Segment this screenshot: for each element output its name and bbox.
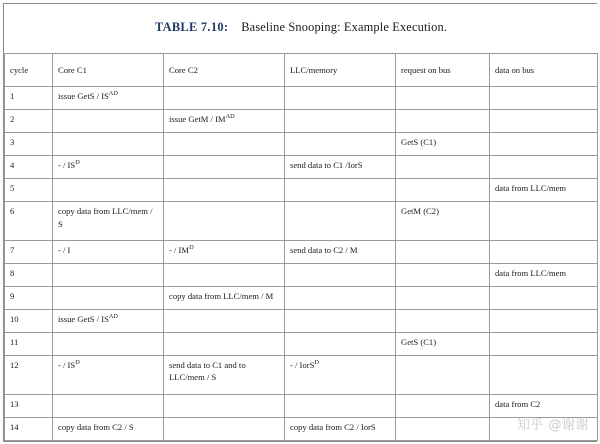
column-header-data-on-bus: data on bus [490,54,598,87]
cell-cycle: 5 [5,179,53,202]
baseline-snooping-table [4,4,598,441]
table-caption-label: TABLE 7.10: [154,20,229,35]
superscript: D [189,243,194,251]
cell-core-c1 [53,394,164,417]
cell-llc-memory [285,394,396,417]
cell-llc-memory: copy data from C2 / IorS [285,417,396,440]
cell-data-on-bus: data from LLC/mem [490,179,598,202]
cell-core-c1 [53,133,164,156]
cell-core-c2 [164,202,285,241]
cell-cycle: 4 [5,156,53,179]
table-row [5,156,598,179]
cell-core-c1: issue GetS / $IS^{AD}$ [53,87,164,110]
cell-cycle: 11 [5,333,53,356]
table-header-row [5,54,598,87]
cell-request-on-bus: GetS (C1) [396,133,490,156]
cell-core-c1: issue GetS / $IS^{AD}$ [53,310,164,333]
table-row [5,286,598,309]
cell-core-c2 [164,394,285,417]
cell-data-on-bus [490,356,598,395]
table-row [5,417,598,440]
superscript: AD [108,313,118,321]
cell-data-on-bus [490,87,598,110]
cell-core-c2: - / $IM^D$ [164,240,285,263]
cell-core-c1 [53,286,164,309]
cell-core-c1 [53,333,164,356]
cell-core-c1: - / $IS^D$ [53,356,164,395]
cell-cycle: 7 [5,240,53,263]
superscript: D [75,159,80,167]
cell-data-on-bus: data from LLC/mem [490,263,598,286]
cell-core-c1: copy data from LLC/mem / S [53,202,164,241]
cell-request-on-bus [396,286,490,309]
superscript: D [75,359,80,367]
cell-request-on-bus: GetM (C2) [396,202,490,241]
cell-request-on-bus [396,263,490,286]
table-caption [5,4,598,54]
cell-llc-memory [285,263,396,286]
cell-core-c2 [164,133,285,156]
table-row [5,263,598,286]
cell-data-on-bus [490,286,598,309]
cell-request-on-bus: GetS (C1) [396,333,490,356]
cell-request-on-bus [396,394,490,417]
cell-core-c2 [164,156,285,179]
table-body [5,87,598,441]
table-row [5,202,598,241]
cell-core-c2: copy data from LLC/mem / M [164,286,285,309]
cell-core-c2 [164,310,285,333]
cell-cycle: 9 [5,286,53,309]
cell-cycle: 8 [5,263,53,286]
cell-core-c2: send data to C1 and to LLC/mem / S [164,356,285,395]
cell-llc-memory [285,333,396,356]
column-header-llc-memory: LLC/memory [285,54,396,87]
cell-llc-memory [285,133,396,156]
table-caption-text: Baseline Snooping: Example Execution. [241,20,448,35]
cell-core-c1 [53,179,164,202]
cell-core-c2: issue GetM / $IM^{AD}$ [164,110,285,133]
cell-data-on-bus [490,202,598,241]
cell-llc-memory [285,110,396,133]
cell-cycle: 6 [5,202,53,241]
cell-request-on-bus [396,356,490,395]
column-header-cycle: cycle [5,54,53,87]
table-caption-inner [155,20,447,34]
table-row [5,394,598,417]
superscript: D [314,359,319,367]
table-head [5,4,598,87]
cell-request-on-bus [396,110,490,133]
cell-llc-memory: send data to C1 /IorS [285,156,396,179]
cell-core-c2 [164,333,285,356]
cell-core-c2 [164,179,285,202]
cell-data-on-bus [490,417,598,440]
superscript: AD [108,90,118,98]
table-row [5,87,598,110]
table-row [5,240,598,263]
cell-data-on-bus [490,156,598,179]
cell-request-on-bus [396,179,490,202]
cell-llc-memory [285,202,396,241]
cell-request-on-bus [396,156,490,179]
cell-llc-memory [285,87,396,110]
cell-data-on-bus [490,240,598,263]
column-header-core-c1: Core C1 [53,54,164,87]
cell-core-c2 [164,87,285,110]
table-row [5,179,598,202]
cell-cycle: 3 [5,133,53,156]
cell-request-on-bus [396,87,490,110]
table-caption-row [5,4,598,54]
table-row [5,133,598,156]
column-header-core-c2: Core C2 [164,54,285,87]
column-header-request-on-bus: request on bus [396,54,490,87]
cell-llc-memory [285,286,396,309]
cell-request-on-bus [396,417,490,440]
cell-cycle: 12 [5,356,53,395]
cell-core-c1: copy data from C2 / S [53,417,164,440]
cell-data-on-bus: data from C2 [490,394,598,417]
table-row [5,310,598,333]
table-row [5,356,598,395]
cell-llc-memory [285,179,396,202]
cell-data-on-bus [490,133,598,156]
table-row [5,110,598,133]
cell-llc-memory [285,310,396,333]
cell-cycle: 14 [5,417,53,440]
cell-core-c1: - / $IS^D$ [53,156,164,179]
watermark: 知乎 @谢谢 [516,418,589,433]
cell-core-c1: - / I [53,240,164,263]
cell-cycle: 2 [5,110,53,133]
cell-cycle: 1 [5,87,53,110]
cell-cycle: 10 [5,310,53,333]
cell-data-on-bus [490,110,598,133]
cell-request-on-bus [396,310,490,333]
cell-data-on-bus [490,333,598,356]
cell-data-on-bus [490,310,598,333]
cell-llc-memory: - / IorS$^D$ [285,356,396,395]
cell-request-on-bus [396,240,490,263]
cell-cycle: 13 [5,394,53,417]
cell-core-c2 [164,417,285,440]
cell-core-c1 [53,110,164,133]
table-row [5,333,598,356]
table-frame [3,3,597,442]
cell-llc-memory: send data to C2 / M [285,240,396,263]
cell-core-c2 [164,263,285,286]
cell-core-c1 [53,263,164,286]
superscript: AD [225,113,235,121]
